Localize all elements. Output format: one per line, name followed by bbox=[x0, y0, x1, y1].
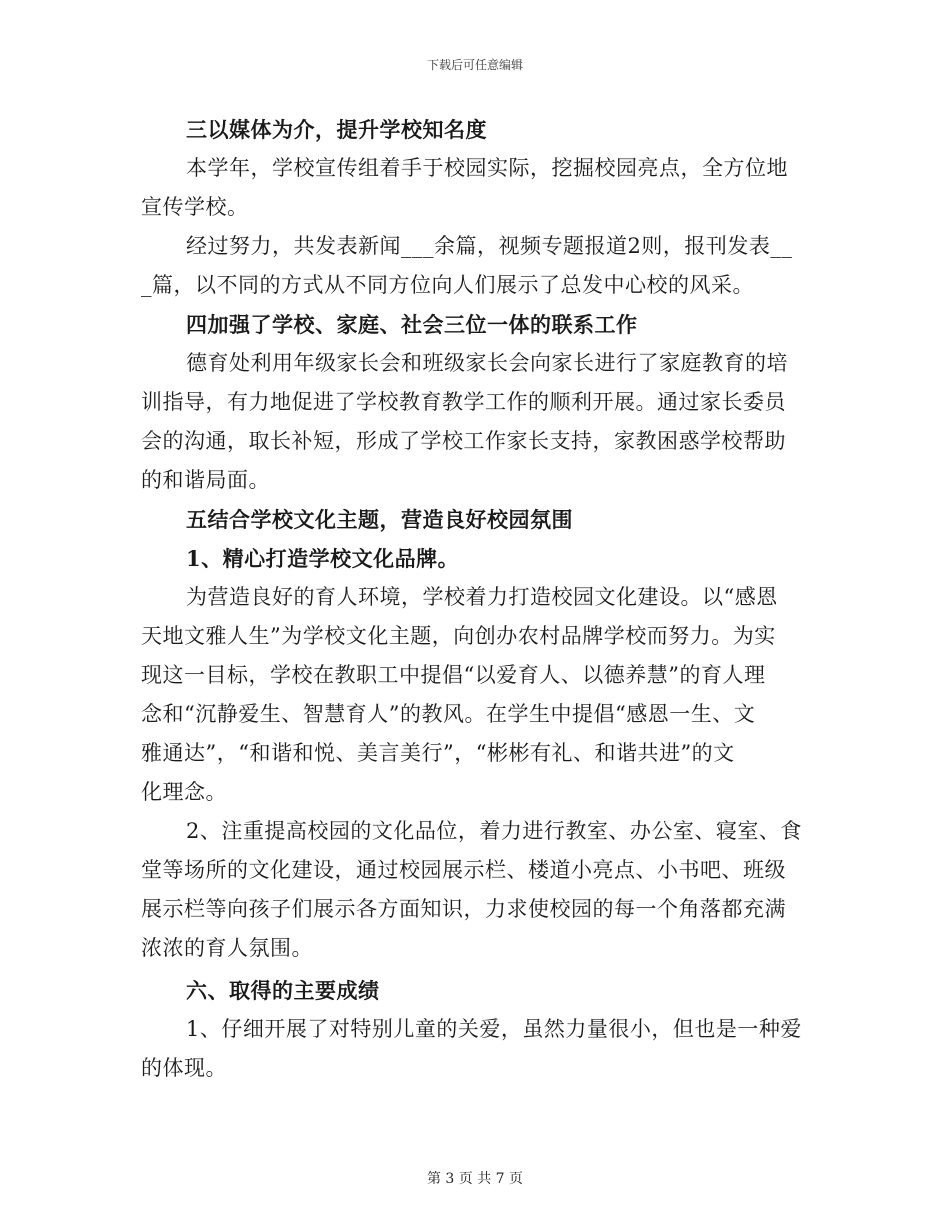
section-subheading-5-1: 1、精心打造学校文化品牌。 bbox=[186, 546, 460, 571]
section-heading-6: 六、取得的主要成绩 bbox=[186, 978, 380, 1003]
paragraph-line: 的和谐局面。 bbox=[141, 468, 270, 492]
section-heading-3: 三以媒体为介，提升学校知名度 bbox=[186, 117, 487, 142]
paragraph bbox=[141, 227, 809, 305]
paragraph-line: 2、注重提高校园的文化品位，着力进行教室、办公室、寝室、食 bbox=[186, 819, 802, 843]
document-body bbox=[141, 110, 809, 1088]
paragraph-line: 宣传学校。 bbox=[141, 195, 249, 219]
page-number: 第 3 页 共 7 页 bbox=[426, 1171, 524, 1187]
paragraph-line: 念和“沉静爱生、智慧育人”的教风。在学生中提倡“感恩一生、文 bbox=[141, 702, 756, 726]
paragraph-line: 展示栏等向孩子们展示各方面知识，力求使校园的每一个角落都充满 bbox=[141, 897, 786, 921]
paragraph-line: 化理念。 bbox=[141, 780, 227, 804]
paragraph-line: 德育处利用年级家长会和班级家长会向家长进行了家庭教育的培 bbox=[186, 351, 788, 375]
paragraph bbox=[141, 578, 809, 812]
paragraph-line: 本学年，学校宣传组着手于校园实际，挖掘校园亮点，全方位地 bbox=[186, 156, 788, 180]
paragraph-line: _篇，以不同的方式从不同方位向人们展示了总发中心校的风采。 bbox=[141, 273, 754, 297]
paragraph bbox=[141, 812, 809, 968]
paragraph-line: 雅通达”，“和谐和悦、美言美行”，“彬彬有礼、和谐共进”的文 bbox=[141, 741, 735, 765]
paragraph-line: 会的沟通，取长补短，形成了学校工作家长支持，家教困惑学校帮助 bbox=[141, 429, 786, 453]
section-heading-4: 四加强了学校、家庭、社会三位一体的联系工作 bbox=[186, 312, 638, 337]
header-note: 下载后可任意编辑 bbox=[426, 58, 523, 72]
paragraph bbox=[141, 344, 809, 500]
paragraph-line: 的体现。 bbox=[141, 1056, 227, 1080]
paragraph-line: 堂等场所的文化建设，通过校园展示栏、楼道小亮点、小书吧、班级 bbox=[141, 858, 786, 882]
paragraph-line: 天地文雅人生”为学校文化主题，向创办农村品牌学校而努力。为实 bbox=[141, 624, 776, 648]
paragraph bbox=[141, 1010, 809, 1088]
paragraph-line: 现这一目标，学校在教职工中提倡“以爱育人、以德养慧”的育人理 bbox=[141, 663, 766, 687]
paragraph-line: 为营造良好的育人环境，学校着力打造校园文化建设。以“感恩 bbox=[186, 585, 778, 609]
section-heading-5: 五结合学校文化主题，营造良好校园氛围 bbox=[186, 507, 573, 532]
paragraph-line: 浓浓的育人氛围。 bbox=[141, 936, 313, 960]
paragraph-line: 经过努力，共发表新闻___余篇，视频专题报道2则，报刊发表__ bbox=[186, 234, 793, 258]
paragraph-line: 训指导，有力地促进了学校教育教学工作的顺利开展。通过家长委员 bbox=[141, 390, 786, 414]
paragraph-line: 1、仔细开展了对特别儿童的关爱，虽然力量很小，但也是一种爱 bbox=[186, 1017, 802, 1041]
paragraph bbox=[141, 149, 809, 227]
